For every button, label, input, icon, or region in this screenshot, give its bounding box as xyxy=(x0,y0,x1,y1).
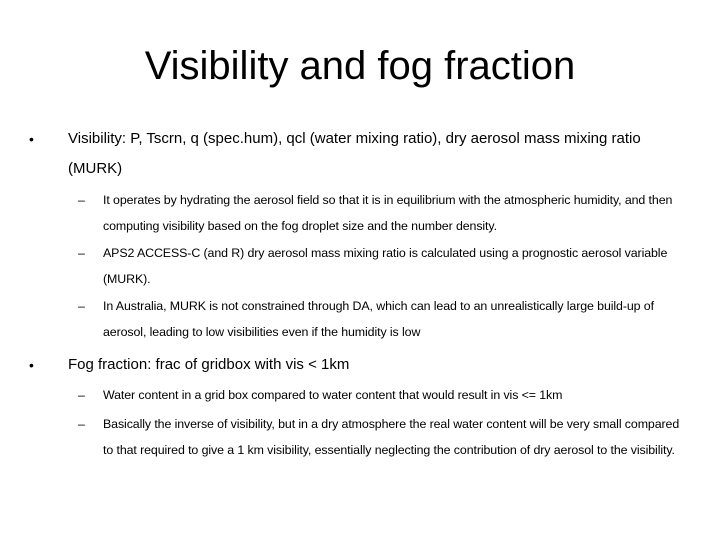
sub-bullet-text: APS2 ACCESS-C (and R) dry aerosol mass mixing ratio is calculated using a prognostic aerosol variable (MURK). xyxy=(103,246,668,286)
sub-bullet-text: Water content in a grid box compared to water content that would result in vis <= 1km xyxy=(103,388,563,402)
bullet-visibility xyxy=(29,124,688,184)
sub-bullet-text: It operates by hydrating the aerosol field so that it is in equilibrium with the atmospheric humidity, and then computing visibility based on the fog droplet size and the number density. xyxy=(103,193,673,233)
bullet-fog-fraction xyxy=(29,350,688,380)
sub-bullet-inverse xyxy=(78,411,683,463)
sub-bullet-australia xyxy=(78,293,683,345)
sub-bullet-marker: – xyxy=(78,417,85,431)
sub-bullet-aps2 xyxy=(78,240,683,292)
sub-bullet-marker: – xyxy=(78,299,85,313)
slide-title: Visibility and fog fraction xyxy=(144,44,576,88)
bullet-marker: • xyxy=(29,131,34,147)
sub-bullet-hydrating xyxy=(78,187,683,239)
bullet-marker: • xyxy=(29,357,34,373)
sub-bullet-marker: – xyxy=(78,246,85,260)
sub-bullet-text: Basically the inverse of visibility, but in a dry atmosphere the real water content will be very small compared to that required to give a 1 km visibility, essentially neglecting the contribution of dry aerosol to the visibility. xyxy=(103,417,680,457)
sub-bullet-marker: – xyxy=(78,193,85,207)
sub-bullet-text: In Australia, MURK is not constrained through DA, which can lead to an unrealistically large build-up of aerosol, leading to low visibilities even if the humidity is low xyxy=(103,299,654,339)
sub-bullet-marker: – xyxy=(78,388,85,402)
bullet-text: Visibility: P, Tscrn, q (spec.hum), qcl (water mixing ratio), dry aerosol mass mixing ratio (MURK) xyxy=(68,130,641,177)
sub-bullet-water-content xyxy=(78,382,683,408)
bullet-text: Fog fraction: frac of gridbox with vis < 1km xyxy=(68,356,350,373)
